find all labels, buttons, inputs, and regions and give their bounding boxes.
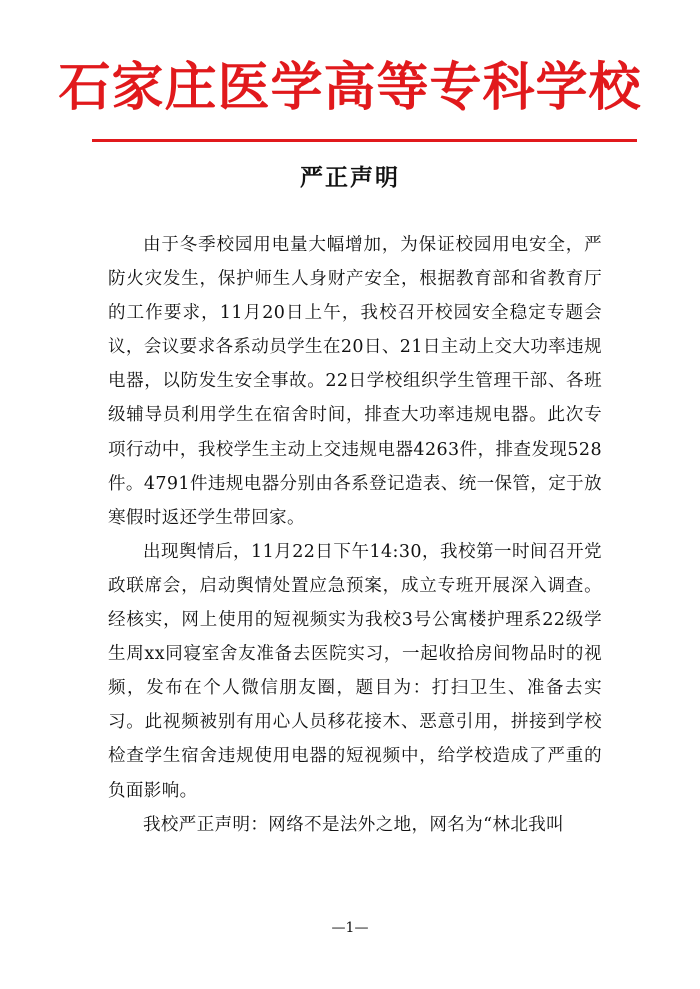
paragraph-1: 由于冬季校园用电量大幅增加，为保证校园用电安全，严防火灾发生，保护师生人身财产安全，根据教育部和省教育厅的工作要求，11月20日上午，我校召开校园安全稳定专题会议，会议要求各系动员学生在20日、21日主动上交大功率违规电器，以防发生安全事故。22日学校组织学生管理干部、各班级辅导员利用学生在宿舍时间，排查大功率违规电器。此次专项行动中，我校学生主动上交违规电器4263件，排查发现528件。4791件违规电器分别由各系登记造表、统一保管，定于放寒假时返还学生带回家。 — [108, 235, 602, 528]
page-number: —1— — [331, 920, 369, 936]
document-body — [108, 228, 602, 842]
paragraph-2: 出现舆情后，11月22日下午14:30，我校第一时间召开党政联席会，启动舆情处置应急预案，成立专班开展深入调查。经核实，网上使用的短视频实为我校3号公寓楼护理系22级学生周xx同寝室舍友准备去医院实习，一起收拾房间物品时的视频，发布在个人微信朋友圈，题目为：打扫卫生、准备去实习。此视频被别有用心人员移花接木、恶意引用，拼接到学校检查学生宿舍违规使用电器的短视频中，给学校造成了严重的负面影响。 — [108, 541, 602, 801]
letterhead-divider — [92, 139, 637, 142]
paragraph-3: 我校严正声明：网络不是法外之地，网名为“林北我叫 — [143, 814, 565, 835]
document-title: 严正声明 — [300, 164, 400, 191]
letterhead-school-name: 石家庄医学高等专科学校 — [58, 58, 642, 118]
